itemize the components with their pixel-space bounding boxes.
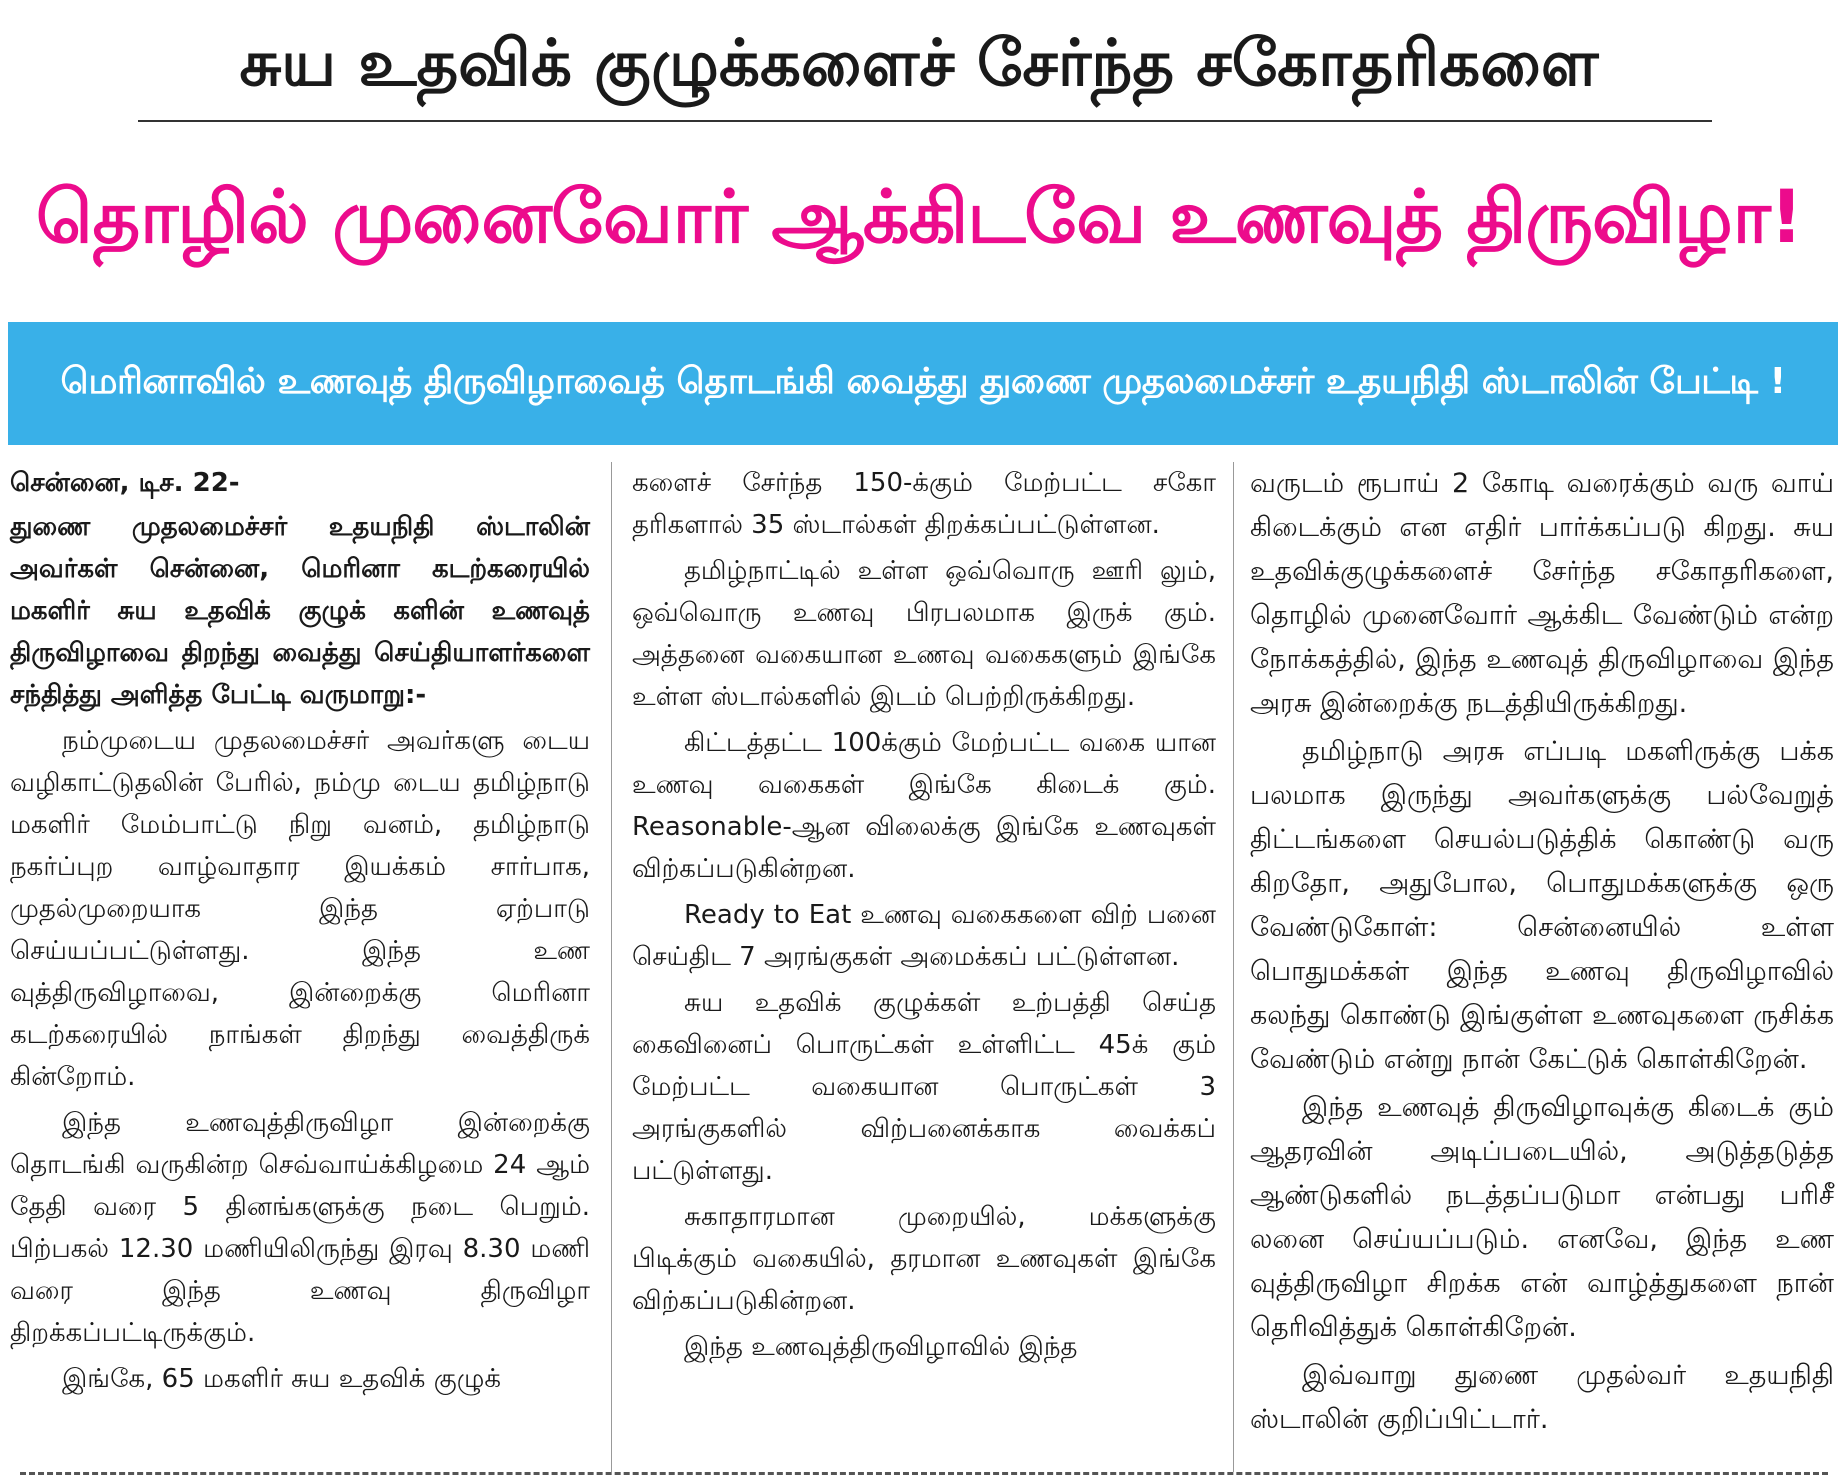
bottom-dashed-divider (20, 1472, 1828, 1475)
paragraph: சுய உதவிக் குழுக்கள் உற்பத்தி செய்த கைவினைப் பொருட்கள் உள்ளிட்ட 45க் கும் மேற்பட்ட வகையான பொருட்கள் 3 அரங்குகளில் விற்பனைக்காக வைக்கப் பட்டுள்ளது. (632, 988, 1216, 1186)
paragraph: Ready to Eat உணவு வகைகளை விற் பனை செய்திட 7 அரங்குகள் அமைக்கப் பட்டுள்ளன. (632, 900, 1216, 972)
paragraph: இந்த உணவுத்திருவிழா இன்றைக்கு தொடங்கி வருகின்ற செவ்வாய்க்கிழமை 24 ஆம் தேதி வரை 5 தினங்களுக்கு நடை பெறும். பிற்பகல் 12.30 மணியிலிருந்து இரவு 8.30 மணி வரை இந்த உணவு திருவிழா திறக்கப்பட்டிருக்கும். (10, 1108, 590, 1348)
kicker-divider (138, 120, 1712, 122)
lead-paragraph: துணை முதலமைச்சர் உதயநிதி ஸ்டாலின் அவர்கள் சென்னை, மெரினா கடற்கரையில் மகளிர் சுய உதவிக் குழுக் களின் உணவுத் திருவிழாவை திறந்து வைத்து செய்தியாளர்களை சந்தித்து அளித்த பேட்டி வருமாறு:- (10, 512, 590, 710)
paragraph: இந்த உணவுத்திருவிழாவில் இந்த (684, 1332, 1078, 1362)
paragraph: நம்முடைய முதலமைச்சர் அவர்களு டைய வழிகாட்டுதலின் பேரில், நம்மு டைய தமிழ்நாடு மகளிர் மேம்பாட்டு நிறு வனம், தமிழ்நாடு நகர்ப்புற வாழ்வாதார இயக்கம் சார்பாக, முதல்முறையாக இந்த ஏற்பாடு செய்யப்பட்டுள்ளது. இந்த உண வுத்திருவிழாவை, இன்றைக்கு மெரினா கடற்கரையில் நாங்கள் திறந்து வைத்திருக் கின்றோம். (10, 726, 590, 1092)
paragraph: தமிழ்நாட்டில் உள்ள ஒவ்வொரு ஊரி லும், ஒவ்வொரு உணவு பிரபலமாக இருக் கும். அத்தனை வகையான உணவு வகைகளும் இங்கே உள்ள ஸ்டால்களில் இடம் பெற்றிருக்கிறது. (632, 556, 1216, 712)
dateline: சென்னை, டிச. 22- (10, 468, 240, 498)
article-column-1 (10, 462, 590, 1462)
column-divider (611, 462, 612, 1472)
kicker-headline: சுய உதவிக் குழுக்களைச் சேர்ந்த சகோதரிகளை (239, 27, 1599, 101)
paragraph: இங்கே, 65 மகளிர் சுய உதவிக் குழுக் (62, 1364, 502, 1394)
article-column-2 (632, 462, 1216, 1462)
column-divider (1233, 462, 1234, 1472)
paragraph: இவ்வாறு துணை முதல்வர் உதயநிதி ஸ்டாலின் குறிப்பிட்டார். (1250, 1360, 1834, 1435)
main-headline: தொழில் முனைவோர் ஆக்கிடவே உணவுத் திருவிழா! (35, 175, 1803, 260)
subheadline-banner: மெரினாவில் உணவுத் திருவிழாவைத் தொடங்கி வைத்து துணை முதலமைச்சர் உதயநிதி ஸ்டாலின் பேட்டி ! (8, 322, 1838, 445)
paragraph: தமிழ்நாடு அரசு எப்படி மகளிருக்கு பக்க பலமாக இருந்து அவர்களுக்கு பல்வேறுத் திட்டங்களை செயல்படுத்திக் கொண்டு வரு கிறதோ, அதுபோல, பொதுமக்களுக்கு ஒரு வேண்டுகோள்: சென்னையில் உள்ள பொதுமக்கள் இந்த உணவு திருவிழாவில் கலந்து கொண்டு இங்குள்ள உணவுகளை ருசிக்க வேண்டும் என்று நான் கேட்டுக் கொள்கிறேன். (1250, 736, 1834, 1075)
paragraph: சுகாதாரமான முறையில், மக்களுக்கு பிடிக்கும் வகையில், தரமான உணவுகள் இங்கே விற்கப்படுகின்றன. (632, 1202, 1216, 1316)
paragraph: கிட்டத்தட்ட 100க்கும் மேற்பட்ட வகை யான உணவு வகைகள் இங்கே கிடைக் கும். Reasonable-ஆன விலைக்கு இங்கே உணவுகள் விற்கப்படுகின்றன. (632, 728, 1216, 884)
paragraph-continuation: வருடம் ரூபாய் 2 கோடி வரைக்கும் வரு வாய் கிடைக்கும் என எதிர் பார்க்கப்படு கிறது. சுய உதவிக்குழுக்களைச் சேர்ந்த சகோதரிகளை, தொழில் முனைவோர் ஆக்கிட வேண்டும் என்ற நோக்கத்தில், இந்த உணவுத் திருவிழாவை இந்த அரசு இன்றைக்கு நடத்தியிருக்கிறது. (1250, 468, 1834, 719)
paragraph-continuation: களைச் சேர்ந்த 150-க்கும் மேற்பட்ட சகோ தரிகளால் 35 ஸ்டால்கள் திறக்கப்பட்டுள்ளன. (632, 468, 1216, 540)
paragraph: இந்த உணவுத் திருவிழாவுக்கு கிடைக் கும் ஆதரவின் அடிப்படையில், அடுத்தடுத்த ஆண்டுகளில் நடத்தப்படுமா என்பது பரிசீ லனை செய்யப்படும். எனவே, இந்த உண வுத்திருவிழா சிறக்க என் வாழ்த்துகளை நான் தெரிவித்துக் கொள்கிறேன். (1250, 1092, 1834, 1343)
article-column-3 (1250, 462, 1834, 1462)
